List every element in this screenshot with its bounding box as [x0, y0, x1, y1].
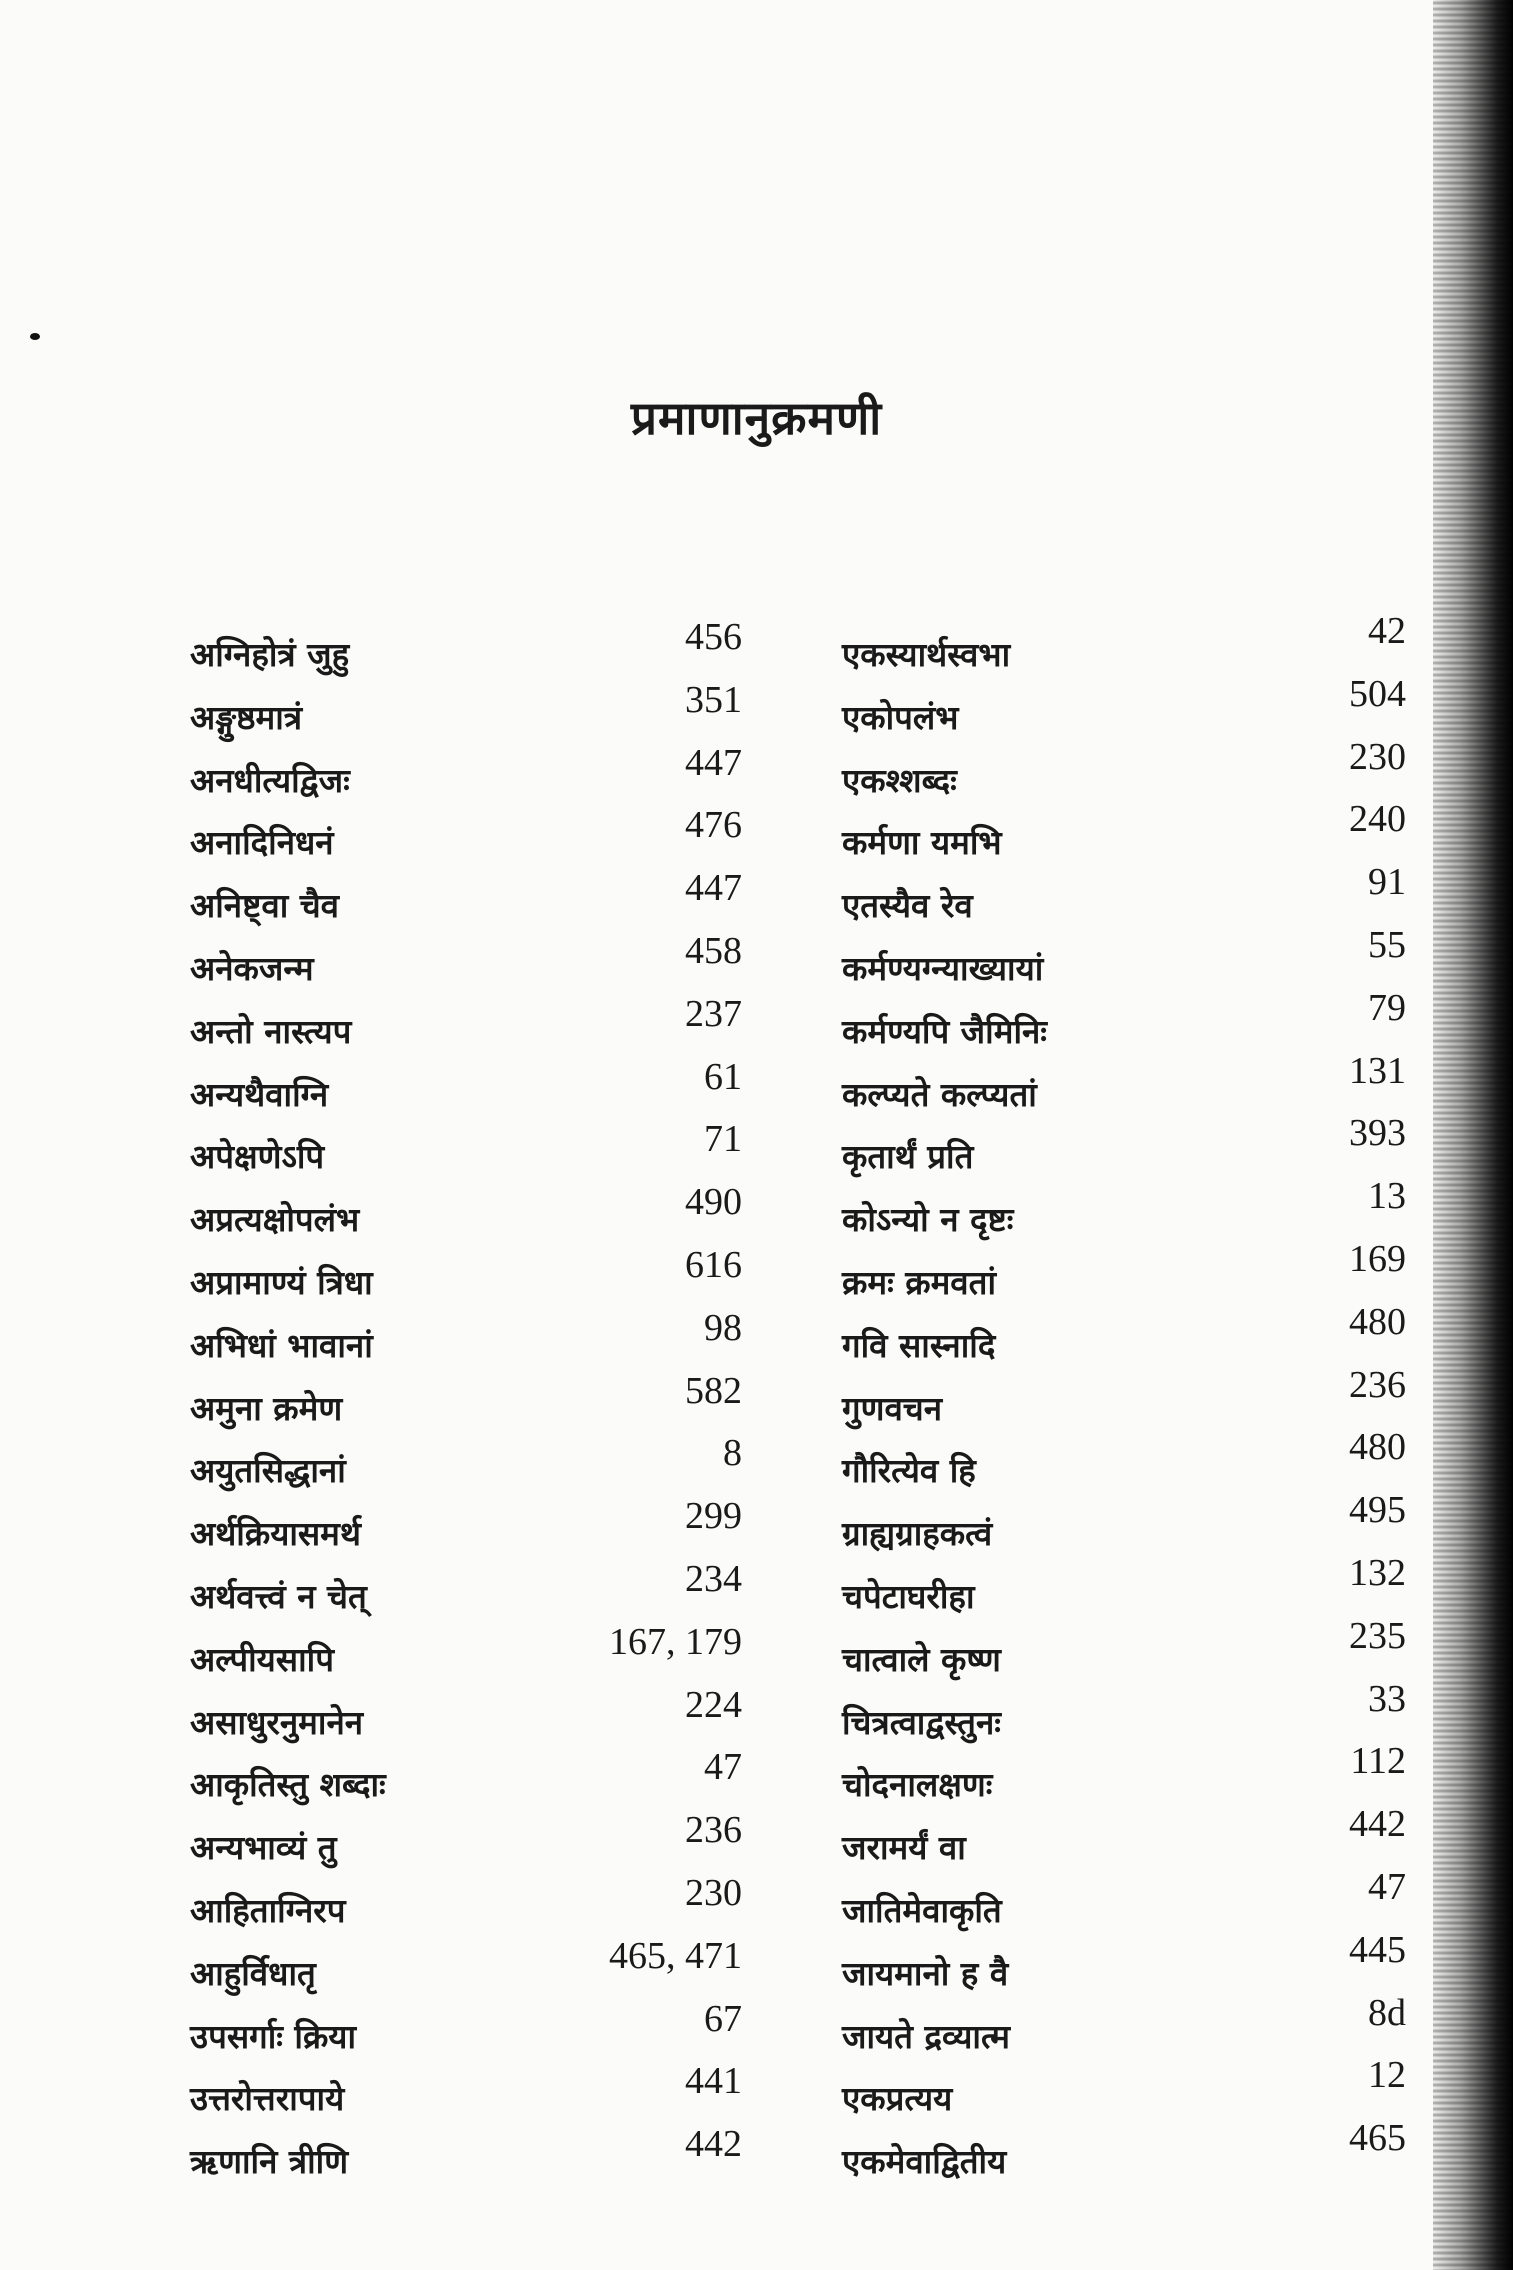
index-entry: [190, 2122, 790, 2185]
ink-dot: [30, 333, 40, 340]
index-entry: [190, 1934, 790, 1997]
index-entry: [190, 1369, 790, 1432]
index-entry: [190, 615, 790, 678]
index-page-number: 504: [1349, 672, 1406, 715]
index-term: एकश्शब्दः: [842, 760, 957, 800]
index-entry: [190, 1431, 790, 1494]
index-entry: [842, 1803, 1410, 1871]
index-page-number: 616: [685, 1243, 742, 1286]
index-page-number: 480: [1349, 1300, 1406, 1343]
index-entry: [842, 1991, 1410, 2060]
index-entry: [842, 798, 1410, 866]
index-term: अर्थवत्त्वं न चेत्: [190, 1576, 367, 1616]
index-term: उत्तरोत्तरापाये: [190, 2079, 345, 2119]
index-term: अल्पीयसापि: [190, 1639, 334, 1679]
index-page-number: 67: [704, 1997, 742, 2040]
index-entry: [842, 672, 1410, 741]
index-term: एकोपलंभ: [842, 697, 959, 737]
index-term: अनेकजन्म: [190, 948, 314, 988]
index-entry: [842, 1049, 1410, 1118]
index-page-number: 456: [685, 616, 742, 658]
index-entry: [842, 1865, 1410, 1934]
index-term: जरामर्यं वा: [842, 1828, 966, 1868]
index-page-number: 441: [685, 2060, 742, 2103]
page-title: प्रमाणानुक्रमणी: [630, 391, 883, 445]
index-column-left: [190, 615, 790, 2185]
index-entry: [190, 1055, 790, 1118]
index-term: कृतार्थं प्रति: [842, 1137, 974, 1177]
index-term: चपेटाघरीहा: [842, 1576, 975, 1616]
index-entry: [842, 1112, 1410, 1180]
index-entry: [842, 986, 1410, 1055]
index-page-number: 447: [685, 741, 742, 784]
index-entry: [842, 610, 1410, 678]
index-page-number: 112: [1350, 1740, 1406, 1783]
index-page-number: 230: [685, 1871, 742, 1914]
index-term: अनादिनिधनं: [190, 823, 334, 863]
index-term: अयुतसिद्धानां: [190, 1451, 346, 1491]
index-term: कर्मणा यमभि: [842, 823, 1002, 863]
index-term: कोऽन्यो न दृष्टः: [842, 1200, 1014, 1240]
index-term: अग्निहोत्रं जुहु: [190, 635, 350, 674]
index-entry: [842, 1300, 1410, 1369]
index-term: उपसर्गाः क्रिया: [190, 2016, 356, 2056]
index-page-number: 442: [685, 2123, 742, 2166]
index-page-number: 465, 471: [609, 1934, 742, 1977]
index-page-number: 33: [1368, 1677, 1406, 1720]
index-term: अप्रत्यक्षोपलंभ: [190, 1200, 360, 1240]
index-page-number: 480: [1349, 1426, 1406, 1469]
index-page-number: 234: [685, 1557, 742, 1600]
index-page-number: 71: [704, 1118, 742, 1161]
index-page-number: 79: [1368, 986, 1406, 1029]
index-entry: [842, 2054, 1410, 2122]
index-page-number: 131: [1349, 1049, 1406, 1092]
index-term: अमुना क्रमेण: [190, 1388, 343, 1428]
index-term: एतस्यैव रेव: [842, 886, 973, 926]
index-entry: [190, 1683, 790, 1746]
index-entry: [842, 1551, 1410, 1620]
scan-edge-shadow: [1433, 0, 1513, 2270]
index-page-number: 47: [1368, 1865, 1406, 1908]
index-page-number: 61: [704, 1055, 742, 1098]
index-page-number: 447: [685, 867, 742, 910]
index-entry: [842, 1928, 1410, 1997]
index-term: आहिताग्निरप: [190, 1890, 346, 1930]
index-term: जायमानो ह वै: [842, 1953, 1009, 1993]
index-page-number: 12: [1368, 2054, 1406, 2097]
index-term: अप्रामाण्यं त्रिधा: [190, 1262, 373, 1302]
index-entry: [190, 741, 790, 804]
index-entry: [842, 1237, 1410, 1306]
index-term: एकस्यार्थस्वभा: [842, 635, 1011, 674]
index-entry: [190, 1494, 790, 1557]
index-page-number: 582: [685, 1369, 742, 1412]
index-page-number: 299: [685, 1495, 742, 1538]
index-term: चित्रत्वाद्वस्तुनः: [842, 1702, 1001, 1742]
index-entry: [190, 1808, 790, 1871]
index-term: गुणवचन: [842, 1388, 943, 1428]
index-entry: [190, 1306, 790, 1369]
index-page-number: 13: [1368, 1175, 1406, 1218]
index-entry: [190, 1180, 790, 1243]
index-term: क्रमः क्रमवतां: [842, 1262, 997, 1302]
index-term: जायते द्रव्यात्म: [842, 2016, 1010, 2056]
index-term: अन्यथैवाग्नि: [190, 1074, 329, 1114]
index-term: अन्तो नास्त्यप: [190, 1011, 352, 1051]
index-term: कर्मण्यग्न्याख्यायां: [842, 948, 1044, 988]
index-term: कर्मण्यपि जैमिनिः: [842, 1011, 1047, 1051]
index-term: चोदनालक्षणः: [842, 1765, 993, 1805]
index-term: जातिमेवाकृति: [842, 1890, 1002, 1930]
index-entry: [190, 1117, 790, 1180]
index-column-right: [842, 610, 1410, 2185]
index-term: आहुर्विधातृ: [190, 1953, 316, 1993]
index-entry: [842, 1426, 1410, 1494]
index-entry: [842, 2117, 1410, 2185]
index-entry: [190, 992, 790, 1055]
index-entry: [190, 866, 790, 929]
index-entry: [190, 1871, 790, 1934]
index-entry: [190, 929, 790, 992]
index-entry: [842, 1363, 1410, 1432]
index-term: अभिधां भावानां: [190, 1325, 373, 1365]
index-term: ऋणानि त्रीणि: [190, 2142, 349, 2182]
index-term: चात्वाले कृष्ण: [842, 1639, 1001, 1679]
index-page-number: 98: [704, 1306, 742, 1349]
index-entry: [190, 1243, 790, 1306]
index-entry: [842, 1740, 1410, 1808]
index-term: एकप्रत्यय: [842, 2079, 953, 2119]
index-page-number: 236: [1349, 1363, 1406, 1406]
index-page-number: 169: [1349, 1237, 1406, 1280]
index-page-number: 167, 179: [609, 1620, 742, 1663]
index-page-number: 236: [685, 1809, 742, 1852]
index-entry: [190, 803, 790, 866]
index-page-number: 240: [1349, 798, 1406, 841]
index-entry: [842, 1175, 1410, 1243]
index-page-number: 476: [685, 804, 742, 847]
index-entry: [190, 1745, 790, 1808]
index-term: गवि सास्नादि: [842, 1325, 996, 1365]
index-page-number: 8: [723, 1432, 742, 1475]
index-page-number: 351: [685, 678, 742, 721]
index-entry: [842, 1489, 1410, 1557]
index-term: अपेक्षणेऽपि: [190, 1137, 325, 1177]
index-page-number: 132: [1349, 1551, 1406, 1594]
index-page-number: 47: [704, 1746, 742, 1789]
index-term: अन्यभाव्यं तु: [190, 1828, 337, 1868]
index-page-number: 490: [685, 1181, 742, 1224]
index-page-number: 235: [1349, 1614, 1406, 1657]
index-term: एकमेवाद्वितीय: [842, 2142, 1007, 2182]
index-term: कल्प्यते कल्प्यतां: [842, 1074, 1037, 1114]
index-entry: [842, 735, 1410, 804]
index-page-number: 442: [1349, 1803, 1406, 1846]
index-page-number: 8d: [1368, 1991, 1406, 2034]
index-entry: [190, 678, 790, 741]
index-page-number: 458: [685, 929, 742, 972]
index-page-number: 42: [1368, 610, 1406, 652]
index-entry: [190, 2059, 790, 2122]
index-page-number: 55: [1368, 923, 1406, 966]
index-entry: [190, 1620, 790, 1683]
index-entry: [190, 1997, 790, 2060]
index-term: अनिष्ट्वा चैव: [190, 886, 340, 926]
index-page-number: 495: [1349, 1489, 1406, 1532]
index-page-number: 237: [685, 992, 742, 1035]
index-page-number: 445: [1349, 1928, 1406, 1971]
index-page-number: 465: [1349, 2117, 1406, 2160]
index-entry: [842, 1677, 1410, 1746]
index-term: अनधीत्यद्विजः: [190, 760, 350, 800]
index-page-number: 224: [685, 1683, 742, 1726]
index-term: गौरित्येव हि: [842, 1451, 976, 1491]
index-page-number: 230: [1349, 735, 1406, 778]
index-page-number: 393: [1349, 1112, 1406, 1155]
index-term: आकृतिस्तु शब्दाः: [190, 1765, 386, 1805]
index-term: असाधुरनुमानेन: [190, 1702, 364, 1742]
index-entry: [842, 861, 1410, 929]
index-page-number: 91: [1368, 861, 1406, 904]
index-term: अर्थक्रियासमर्थ: [190, 1514, 362, 1554]
index-entry: [190, 1557, 790, 1620]
index-entry: [842, 1614, 1410, 1683]
index-term: ग्राह्यग्राहकत्वं: [842, 1514, 993, 1554]
index-entry: [842, 923, 1410, 992]
index-term: अङ्गुष्ठमात्रं: [190, 697, 303, 737]
